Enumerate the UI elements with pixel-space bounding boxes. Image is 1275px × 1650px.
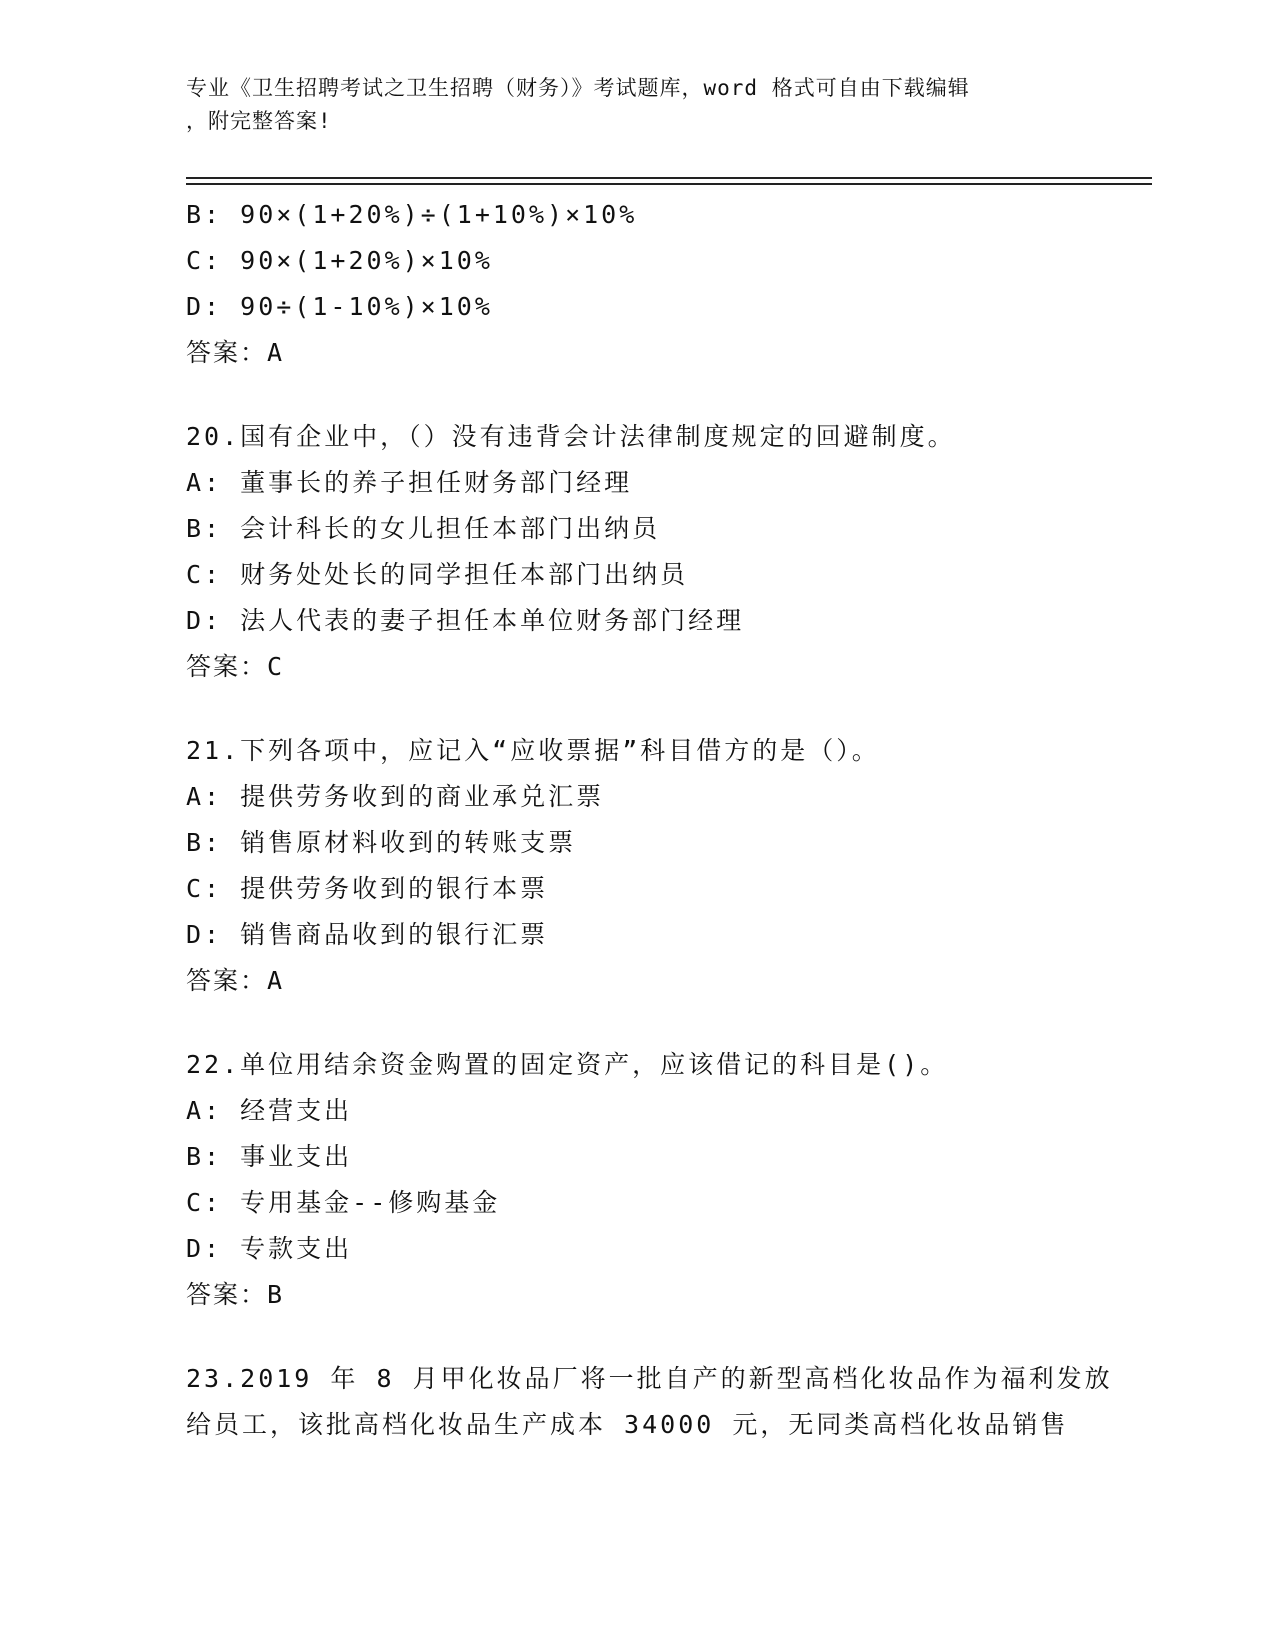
option-d: D: 专款支出: [186, 1234, 353, 1263]
option-b: B: 90×(1+20%)÷(1+10%)×10%: [186, 200, 638, 229]
option-a: A: 提供劳务收到的商业承兑汇票: [186, 782, 605, 811]
question-list: [186, 192, 1113, 1448]
question-23: [186, 1356, 1113, 1448]
header-title-line-2: ，附完整答案!: [186, 109, 332, 133]
header-title-line-1: 专业《卫生招聘考试之卫生招聘（财务）》考试题库，word 格式可自由下载编辑: [186, 76, 970, 100]
question-text: 21.下列各项中，应记入“应收票据”科目借方的是（）。: [186, 736, 880, 765]
question-22: [186, 1042, 1086, 1318]
question-text-line-2: 给员工，该批高档化妆品生产成本 34000 元，无同类高档化妆品销售: [186, 1410, 1069, 1439]
option-c: C: 提供劳务收到的银行本票: [186, 874, 549, 903]
option-a: A: 董事长的养子担任财务部门经理: [186, 468, 633, 497]
option-b: B: 销售原材料收到的转账支票: [186, 828, 577, 857]
question-19-continuation: [186, 192, 1086, 376]
answer: 答案：B: [186, 1280, 285, 1309]
option-c: C: 90×(1+20%)×10%: [186, 246, 493, 275]
option-c: C: 专用基金--修购基金: [186, 1188, 501, 1217]
option-d: D: 90÷(1-10%)×10%: [186, 292, 493, 321]
spacer: [186, 690, 1086, 728]
option-c: C: 财务处处长的同学担任本部门出纳员: [186, 560, 689, 589]
option-d: D: 销售商品收到的银行汇票: [186, 920, 549, 949]
question-text: 20.国有企业中，（）没有违背会计法律制度规定的回避制度。: [186, 422, 956, 451]
option-b: B: 会计科长的女儿担任本部门出纳员: [186, 514, 661, 543]
spacer: [186, 1318, 1086, 1356]
answer: 答案：C: [186, 652, 285, 681]
option-b: B: 事业支出: [186, 1142, 353, 1171]
question-20: [186, 414, 1086, 690]
option-d: D: 法人代表的妻子担任本单位财务部门经理: [186, 606, 745, 635]
page-header: [186, 72, 1066, 138]
option-a: A: 经营支出: [186, 1096, 353, 1125]
spacer: [186, 1004, 1086, 1042]
header-divider-bottom: [186, 183, 1152, 185]
answer: 答案：A: [186, 338, 285, 367]
answer: 答案：A: [186, 966, 285, 995]
question-21: [186, 728, 1086, 1004]
question-text-line-1: 23.2019 年 8 月甲化妆品厂将一批自产的新型高档化妆品作为福利发放: [186, 1364, 1113, 1393]
header-divider-top: [186, 177, 1152, 179]
spacer: [186, 376, 1086, 414]
question-text: 22.单位用结余资金购置的固定资产，应该借记的科目是()。: [186, 1050, 949, 1079]
